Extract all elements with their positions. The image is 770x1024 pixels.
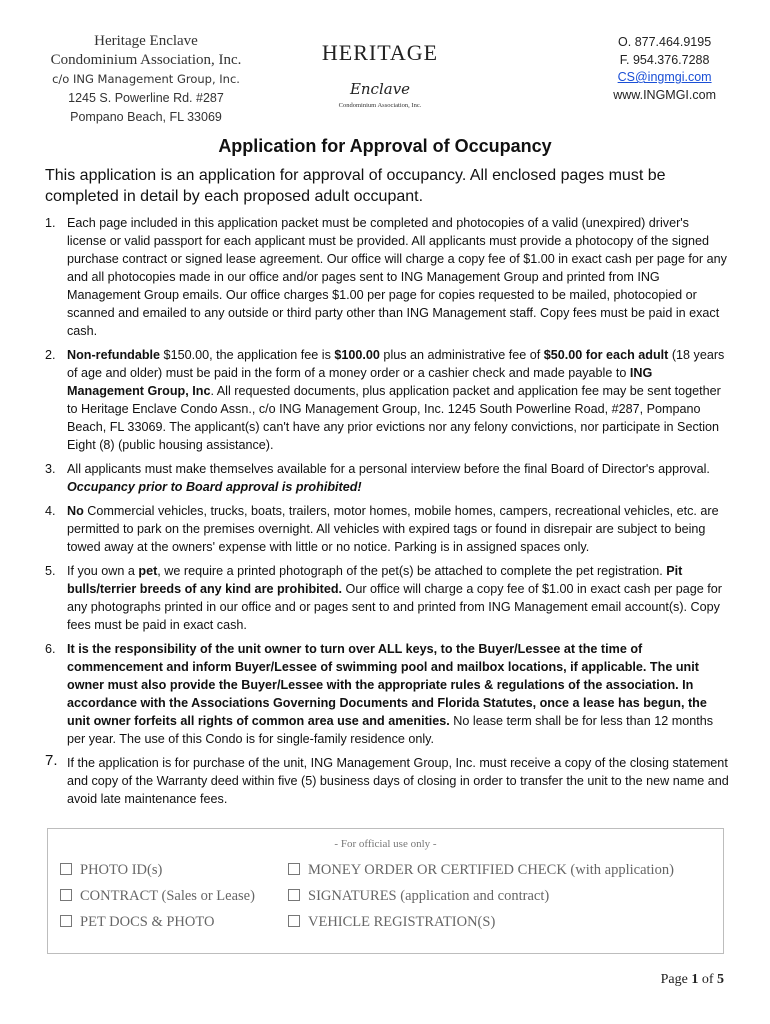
item-number: 1. <box>45 216 56 230</box>
website-link[interactable]: www.INGMGI.com <box>613 87 716 102</box>
checkbox-icon[interactable] <box>288 863 300 875</box>
management-company: c/o ING Management Group, Inc. <box>52 72 240 86</box>
association-address-block <box>36 32 256 127</box>
checkbox-label: PET DOCS & PHOTO <box>80 914 215 930</box>
checkbox-icon[interactable] <box>60 915 72 927</box>
checkbox-icon[interactable] <box>60 863 72 875</box>
item-number: 4. <box>45 504 56 518</box>
checkbox-vehicle-registration[interactable] <box>288 914 495 931</box>
item-text: plus an administrative fee of <box>379 348 544 362</box>
checkbox-label: CONTRACT (Sales or Lease) <box>80 888 255 904</box>
checkbox-icon[interactable] <box>288 889 300 901</box>
page-total: 5 <box>717 972 724 987</box>
item-text: Commercial vehicles, trucks, boats, trailers, motor homes, mobile homes, campers, recreational vehicles, etc. are permitted to park on the premises overnight. All vehicles with expired tags or found in disrepair are subject to being towed away at the owners' expense with little or no notice. Parking is in assigned spaces only. <box>67 504 719 554</box>
item-text: , we require a printed photograph of the pet(s) be attached to complete the pet registration. <box>157 564 667 578</box>
item-bold: Pit bulls/terrier breeds of any kind are prohibited. <box>67 564 683 596</box>
checkbox-photo-id[interactable] <box>60 862 162 879</box>
heritage-enclave-logo <box>300 40 460 109</box>
page-number <box>661 972 724 988</box>
item-number: 5. <box>45 564 56 578</box>
checkbox-signatures[interactable] <box>288 888 549 905</box>
item-text: (18 years of age and older) must be paid in the form of a money order or a cashier check and made payable to <box>67 348 725 380</box>
checkbox-pet-docs[interactable] <box>60 914 214 931</box>
logo-name: HERITAGE <box>321 40 439 65</box>
item-bold-italic: Occupancy prior to Board approval is prohibited! <box>67 480 362 494</box>
item-text: . All requested documents, plus application packet and application fee may be sent together to Heritage Enclave Condo Assn., c/o ING Management Group, Inc. 1245 South Powerline Road, #287, Pompano Beach, FL 33069. The applicant(s) can't have any prior evictions nor any felony convictions, nor participate in Section Eight (8) (public housing assistance). <box>67 384 721 452</box>
email-link[interactable]: CS@ingmgi.com <box>617 70 712 84</box>
checkbox-contract[interactable] <box>60 888 255 905</box>
checkbox-label: VEHICLE REGISTRATION(S) <box>308 914 496 930</box>
checkbox-money-order[interactable] <box>288 862 674 879</box>
contact-block <box>613 34 716 104</box>
checkbox-label: SIGNATURES (application and contract) <box>308 888 550 904</box>
list-item <box>45 754 730 808</box>
association-type: Condominium Association, Inc. <box>50 52 242 68</box>
item-text: If the application is for purchase of the unit, ING Management Group, Inc. must receive a copy of the closing statement and copy of the Warranty deed within five (5) business days of closing in order to transfer the unit to the new name and avoid late maintenance fees. <box>67 756 729 806</box>
item-text: All applicants must make themselves available for a personal interview before the final Board of Director's approval. <box>67 462 710 476</box>
checkbox-icon[interactable] <box>60 889 72 901</box>
item-text: If you own a <box>67 564 139 578</box>
list-item <box>45 214 730 340</box>
item-text: $150.00, the application fee is <box>160 348 335 362</box>
item-text: Our office will charge a copy fee of $1.00 in exact cash per page for any photographs printed in our office and or pages sent to and printed from ING Management email account(s). Copy fees must be paid in exact cash. <box>67 582 722 632</box>
of-word: of <box>701 972 714 987</box>
list-item <box>45 502 730 556</box>
page-word: Page <box>660 972 688 987</box>
checkbox-label: PHOTO ID(s) <box>80 862 163 878</box>
item-number: 7. <box>45 752 58 769</box>
item-text: No lease term shall be for less than 12 months per year. The use of this Condo is for single-family residence only. <box>67 714 713 746</box>
street-address: 1245 S. Powerline Rd. #287 <box>68 91 224 105</box>
fax-number: F. 954.376.7288 <box>619 52 710 67</box>
item-text: Each page included in this application packet must be completed and photocopies of a valid (unexpired) driver's license or valid passport for each applicant must be provided. All applicants must provide a photocopy of the signed purchase contract or signed lease agreement. Our office will charge a copy fee of $1.00 in exact cash per page for any and all photocopies made in our office and/or pages sent to ING Management Group and printed from ING Management Group emails. Our office charges $1.00 per page for copies requested to be mailed, photocopied or scanned and emailed to any outside or third party other than ING Management staff. Copy fees must be paid in exact cash. <box>67 216 727 338</box>
list-item <box>45 640 730 748</box>
item-bold: It is the responsibility of the unit owner to turn over ALL keys, to the Buyer/Lessee at the time of commencement and inform Buyer/Lessee of swimming pool and mailbox locations, if applicable. The unit owner must also provide the Buyer/Lessee with the appropriate rules & regulations of the association. In accordance with the Associations Governing Documents and Florida Statutes, once a lease has begun, the unit owner forfeits all rights of common area use and amenities. <box>67 642 707 728</box>
office-phone: O. 877.464.9195 <box>618 35 712 49</box>
page-title: Application for Approval of Occupancy <box>218 136 552 156</box>
list-item <box>45 346 730 454</box>
item-bold: $50.00 for each adult <box>543 348 669 362</box>
intro-paragraph: This application is an application for approval of occupancy. All enclosed pages must be completed in detail by each proposed adult occupant. <box>45 167 666 205</box>
item-bold: No <box>67 504 84 518</box>
official-use-box <box>47 828 724 954</box>
item-bold: Non-refundable <box>67 348 161 362</box>
logo-script: Enclave <box>349 80 411 98</box>
item-bold: $100.00 <box>334 348 380 362</box>
official-use-label: - For official use only - <box>334 838 437 850</box>
checkbox-label: MONEY ORDER OR CERTIFIED CHECK (with application) <box>308 862 674 878</box>
requirements-list <box>45 214 730 814</box>
logo-assoc: Condominium Association, Inc. <box>338 102 422 109</box>
item-bold: pet <box>138 564 158 578</box>
city-state-zip: Pompano Beach, FL 33069 <box>70 110 222 124</box>
association-name: Heritage Enclave <box>94 33 198 49</box>
list-item <box>45 460 730 496</box>
item-number: 3. <box>45 462 56 476</box>
item-number: 2. <box>45 348 56 362</box>
item-number: 6. <box>45 642 56 656</box>
item-bold: ING Management Group, Inc <box>67 366 653 398</box>
page-current: 1 <box>691 972 699 987</box>
checkbox-icon[interactable] <box>288 915 300 927</box>
list-item <box>45 562 730 634</box>
